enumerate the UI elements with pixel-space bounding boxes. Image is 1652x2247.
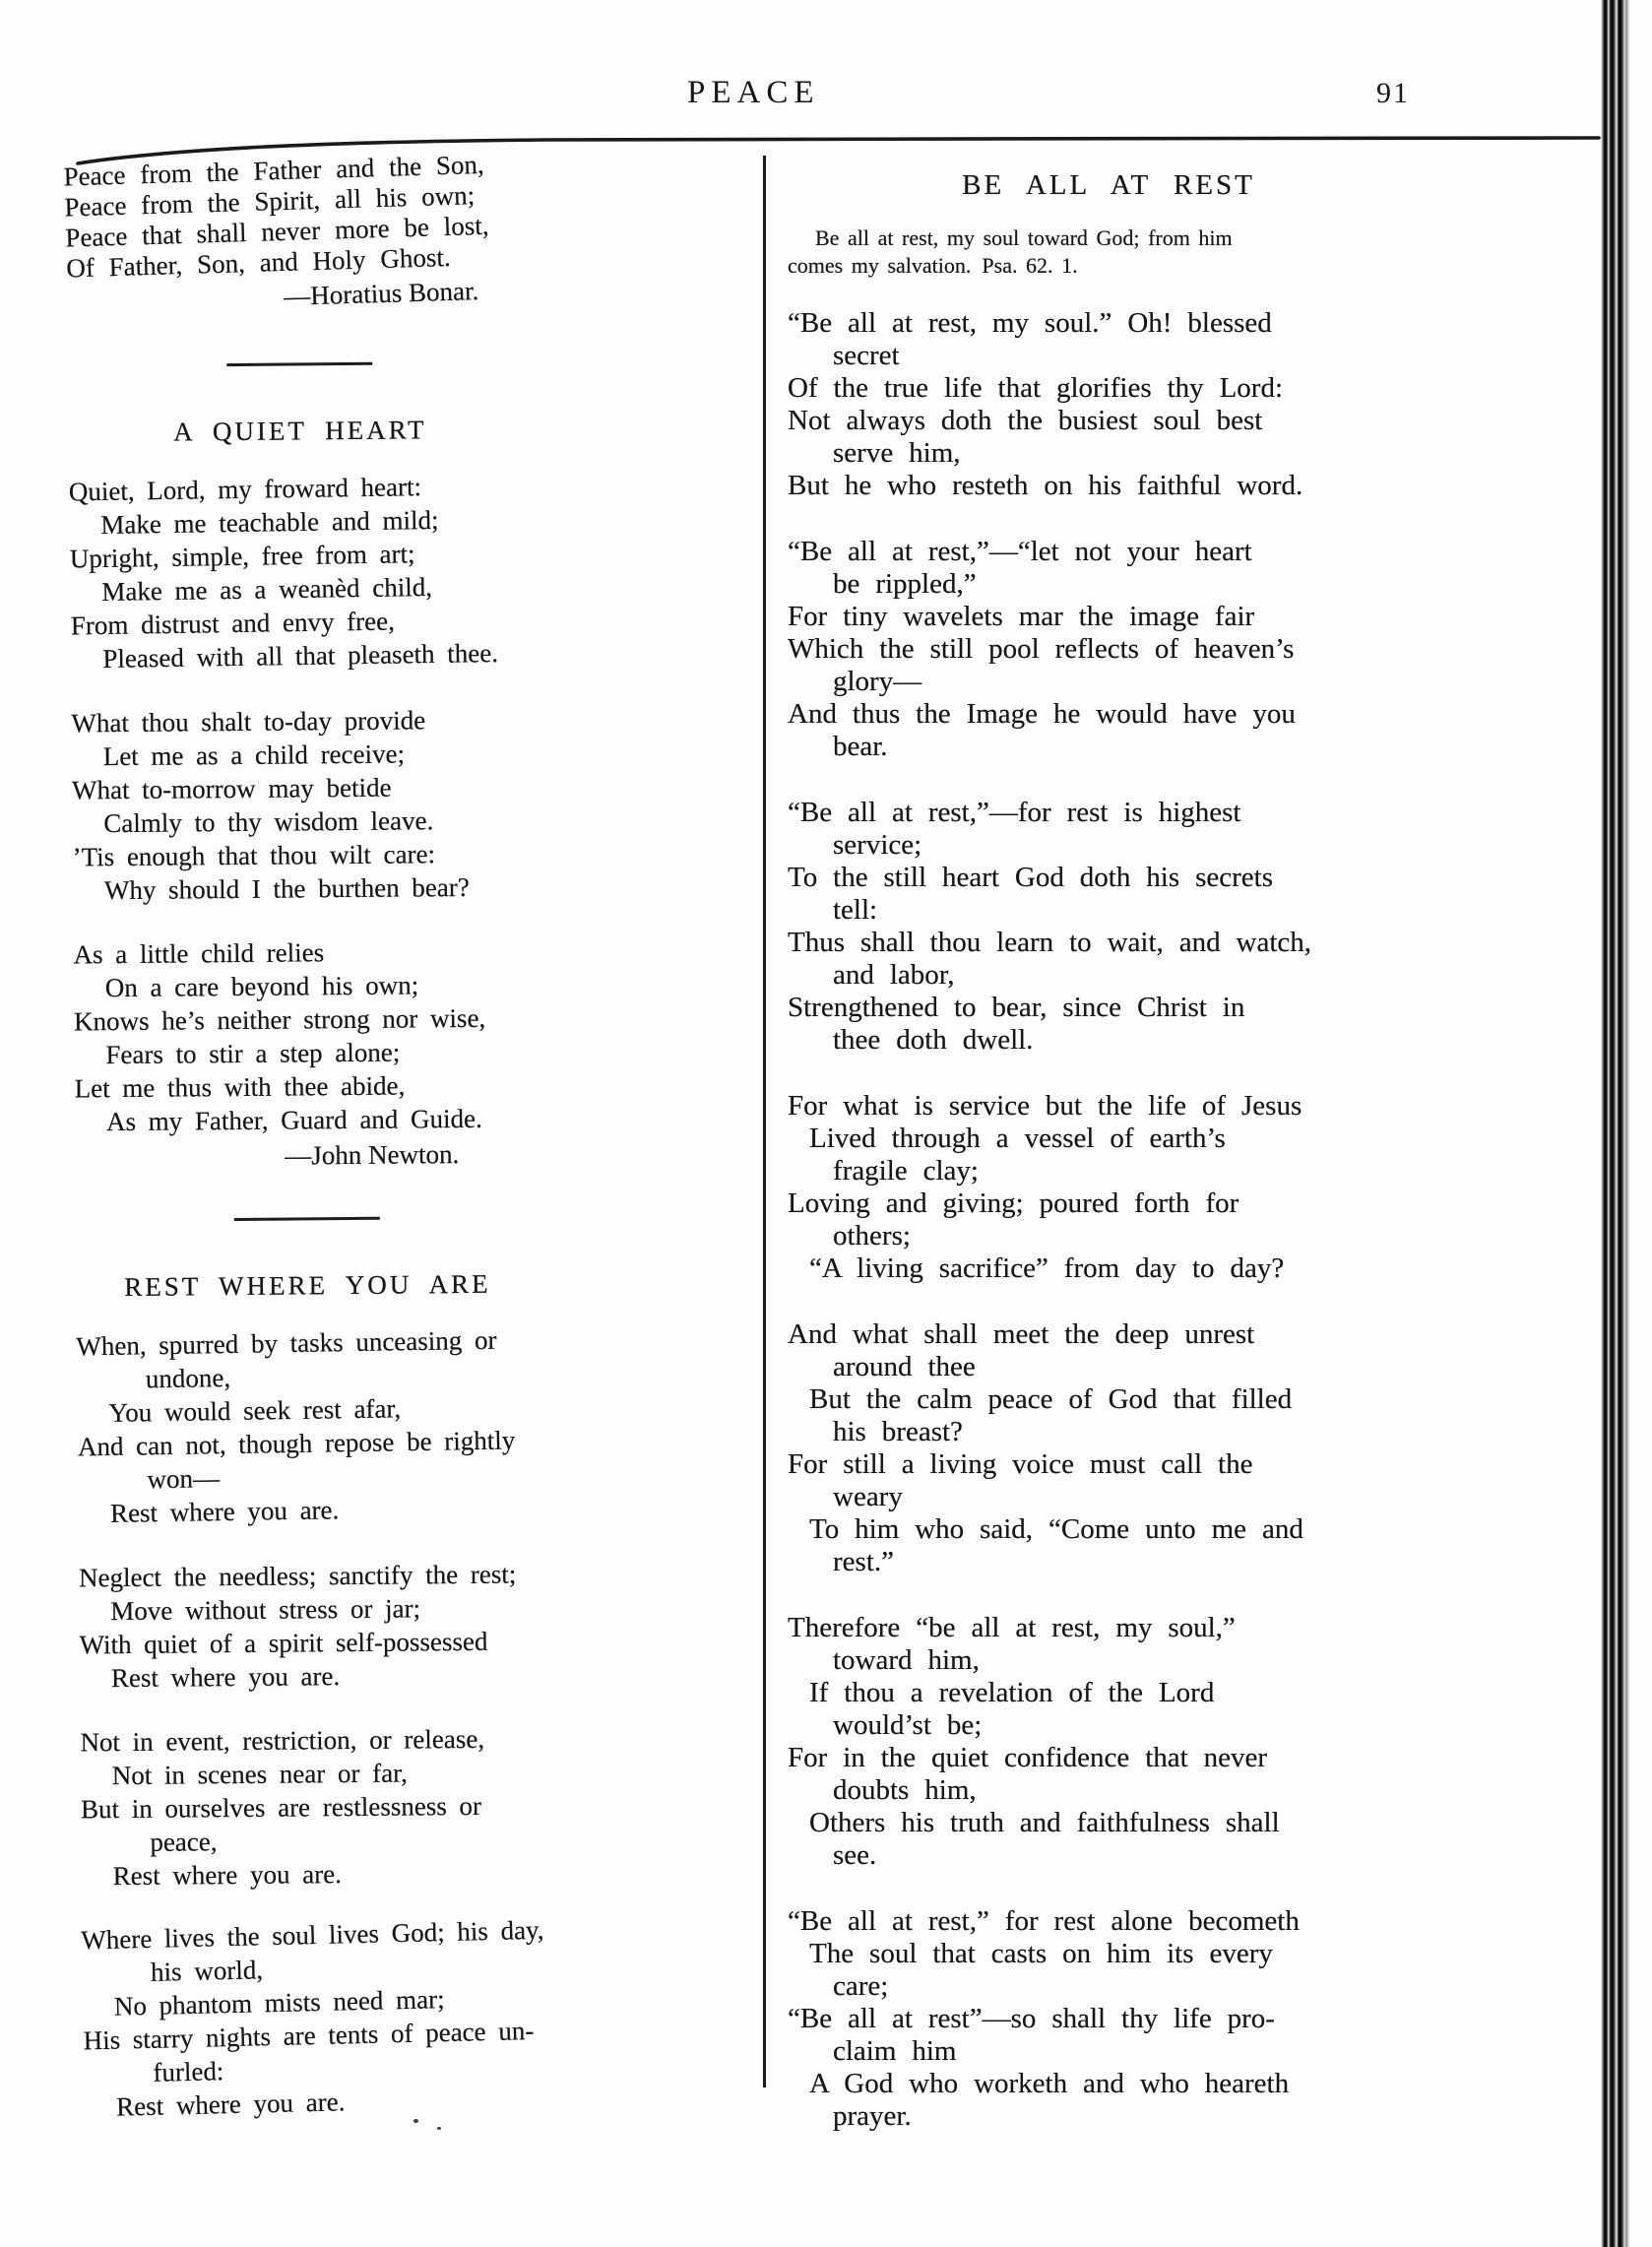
- binding-shadow: [1601, 0, 1632, 2247]
- poem-line: And what shall meet the deep unrest: [788, 1318, 1255, 1350]
- poem-line: Thus shall thou learn to wait, and watch,: [788, 927, 1312, 958]
- poem-line: bear.: [833, 731, 888, 762]
- poem-line: prayer.: [833, 2100, 912, 2132]
- poem-line: Of Father, Son, and Holy Ghost.: [65, 241, 452, 284]
- poem-line: tell:: [833, 894, 878, 926]
- poem-line: Upright, simple, free from art;: [69, 539, 415, 574]
- poem-line: What thou shalt to-day provide: [71, 705, 426, 738]
- stanza: [80, 1721, 543, 1893]
- poem-line: To the still heart God doth his secrets: [788, 862, 1273, 893]
- stanza: [79, 1557, 542, 1695]
- poem-line: Move without stress or jar;: [110, 1593, 421, 1627]
- stanza: [788, 536, 1430, 763]
- section-divider: [234, 1217, 380, 1221]
- poem-line: And thus the Image he would have you: [788, 698, 1296, 730]
- section-divider: [226, 362, 372, 366]
- running-head-title: PEACE: [687, 75, 820, 110]
- poem-line: undone,: [145, 1362, 231, 1394]
- poem-line: For still a living voice must call the: [788, 1448, 1253, 1480]
- section-title: A QUIET HEART: [173, 415, 427, 447]
- poem-line: peace,: [150, 1827, 218, 1857]
- poem-line: On a care beyond his own;: [104, 970, 419, 1003]
- stanza: [788, 1318, 1430, 1578]
- poem-line: For tiny wavelets mar the image fair: [788, 601, 1255, 632]
- section-quiet-heart: [69, 411, 539, 1174]
- poem-line: Loving and giving; poured forth for: [788, 1188, 1239, 1219]
- poem-line: Neglect the needless; sanctify the rest;: [78, 1559, 517, 1593]
- poem-line: As my Father, Guard and Guide.: [105, 1103, 482, 1137]
- poem-line: His starry nights are tents of peace un-: [83, 2016, 535, 2056]
- poem-line: ’Tis enough that thou wilt care:: [72, 839, 436, 872]
- stanza: [788, 797, 1430, 1057]
- stanza: [788, 1905, 1430, 2133]
- section-be-all-at-rest: [788, 167, 1430, 2133]
- poem-line: weary: [833, 1481, 903, 1512]
- poem-line: With quiet of a spirit self-possessed: [79, 1626, 488, 1660]
- stanza: [73, 933, 538, 1138]
- poem-line: Let me thus with thee abide,: [74, 1070, 406, 1104]
- poem-line: And can not, though repose be rightly: [77, 1425, 516, 1462]
- poem-line: “A living sacrifice” from day to day?: [809, 1252, 1285, 1284]
- poem-line: The soul that casts on him its every: [809, 1938, 1273, 1969]
- poem-line: But the calm peace of God that filled: [809, 1383, 1293, 1415]
- section-title: BE ALL AT REST: [962, 169, 1255, 201]
- poem-line: “Be all at rest,”—for rest is highest: [788, 797, 1241, 828]
- poem-line: fragile clay;: [833, 1155, 979, 1187]
- poem-line: But he who resteth on his faithful word.: [788, 470, 1303, 501]
- poem-line: rest.”: [833, 1546, 894, 1577]
- poem-line: see.: [833, 1839, 877, 1871]
- poem-line: Fears to stir a step alone;: [105, 1037, 401, 1070]
- poem-line: When, spurred by tasks unceasing or: [76, 1324, 497, 1362]
- stanza: [63, 149, 529, 285]
- poem-line: “Be all at rest”—so shall thy life pro-: [788, 2003, 1275, 2034]
- poem-line: Rest where you are.: [109, 1495, 340, 1528]
- poem-line: won—: [147, 1463, 221, 1495]
- section-rest-where-you-are: [76, 1265, 546, 2124]
- poem-line: doubts him,: [833, 1774, 977, 1806]
- poem-line: his world,: [150, 1955, 264, 1987]
- section-bonar-fragment: [63, 149, 531, 320]
- poem-line: Rest where you are.: [115, 2086, 346, 2122]
- poem-line: Make me teachable and mild;: [100, 504, 439, 540]
- poem-line: claim him: [833, 2035, 957, 2067]
- stanza: [81, 1913, 548, 2125]
- poem-line: serve him,: [833, 437, 961, 469]
- poem-line: Peace from the Spirit, all his own;: [64, 180, 476, 223]
- poem-line: Let me as a child receive;: [102, 738, 406, 772]
- poem-line: As a little child relies: [73, 937, 325, 970]
- poem-line: comes my salvation. Psa. 62. 1.: [788, 253, 1078, 278]
- poem-line: But in ourselves are restlessness or: [80, 1790, 482, 1825]
- poem-line: service;: [833, 829, 922, 861]
- poem-line: “Be all at rest,”—“let not your heart: [788, 536, 1252, 567]
- poem-line: be rippled,”: [833, 568, 977, 600]
- stanza: [788, 307, 1430, 502]
- left-column: [63, 149, 545, 2124]
- poem-line: others;: [833, 1220, 911, 1252]
- stanza: [788, 1090, 1430, 1285]
- poem-line: secret: [833, 340, 900, 371]
- poem-line: around thee: [833, 1351, 976, 1382]
- attribution: —John Newton.: [285, 1139, 460, 1171]
- poem-line: Of the true life that glorifies thy Lord:: [788, 372, 1284, 404]
- poem-line: Where lives the soul lives God; his day,: [80, 1914, 544, 1956]
- poem-line: Therefore “be all at rest, my soul,”: [788, 1612, 1236, 1643]
- poem-line: For what is service but the life of Jesus: [788, 1090, 1303, 1122]
- page-number: 91: [1376, 77, 1410, 109]
- poem-line: “Be all at rest,” for rest alone becometh: [788, 1905, 1300, 1937]
- stanza: [69, 469, 535, 676]
- poem-line: No phantom mists need mar;: [113, 1984, 445, 2022]
- poem-line: furled:: [153, 2056, 224, 2087]
- poem-line: Why should I the burthen bear?: [103, 871, 470, 906]
- poem-line: Calmly to thy wisdom leave.: [103, 805, 434, 839]
- poem-line: Not in scenes near or far,: [111, 1758, 408, 1791]
- poem-line: Peace that shall never more be lost,: [64, 210, 489, 253]
- epigraph: [788, 225, 1430, 280]
- poem-line: glory—: [833, 666, 922, 697]
- scan-speck: [437, 2127, 441, 2130]
- poem-line: care;: [833, 1970, 889, 2002]
- poem-line: Peace from the Father and the Son,: [63, 149, 485, 192]
- poem-line: A God who worketh and who heareth: [809, 2068, 1290, 2099]
- poem-line: thee doth dwell.: [833, 1024, 1034, 1056]
- right-column: [788, 167, 1430, 2133]
- stanza: [76, 1322, 541, 1530]
- poem-line: Make me as a weanèd child,: [101, 572, 433, 607]
- poem-line: Rest where you are.: [112, 1859, 343, 1892]
- poem-line: You would seek rest afar,: [108, 1393, 402, 1428]
- poem-line: For in the quiet confidence that never: [788, 1742, 1268, 1773]
- attribution: —Horatius Bonar.: [283, 276, 479, 311]
- poem-line: “Be all at rest, my soul.” Oh! blessed: [788, 307, 1272, 339]
- poem-line: Others his truth and faithfulness shall: [809, 1807, 1280, 1838]
- poem-line: Quiet, Lord, my froward heart:: [68, 472, 422, 507]
- poem-line: Lived through a vessel of earth’s: [809, 1123, 1226, 1154]
- scan-speck: [413, 2119, 418, 2123]
- column-divider-line: [763, 156, 766, 2087]
- poem-line: Knows he’s neither strong nor wise,: [73, 1002, 486, 1037]
- poem-line: toward him,: [833, 1644, 980, 1676]
- poem-line: Strengthened to bear, since Christ in: [788, 992, 1245, 1023]
- poem-line: If thou a revelation of the Lord: [809, 1677, 1215, 1708]
- poem-line: his breast?: [833, 1416, 963, 1447]
- poem-line: Rest where you are.: [110, 1661, 341, 1694]
- poem-line: Be all at rest, my soul toward God; from him: [815, 225, 1233, 250]
- poem-line: would’st be;: [833, 1709, 983, 1741]
- poem-line: Not in event, restriction, or release,: [80, 1723, 485, 1758]
- poem-line: Pleased with all that pleaseth thee.: [102, 638, 499, 674]
- stanza: [788, 1612, 1430, 1872]
- section-title: REST WHERE YOU ARE: [124, 1268, 491, 1303]
- poem-line: What to-morrow may betide: [71, 772, 392, 805]
- poem-line: To him who said, “Come unto me and: [809, 1513, 1303, 1545]
- poem-line: and labor,: [833, 959, 955, 991]
- poem-line: Which the still pool reflects of heaven’s: [788, 633, 1295, 665]
- poem-line: Not always doth the busiest soul best: [788, 405, 1263, 436]
- stanza: [71, 702, 536, 907]
- poem-line: From distrust and envy free,: [70, 606, 396, 641]
